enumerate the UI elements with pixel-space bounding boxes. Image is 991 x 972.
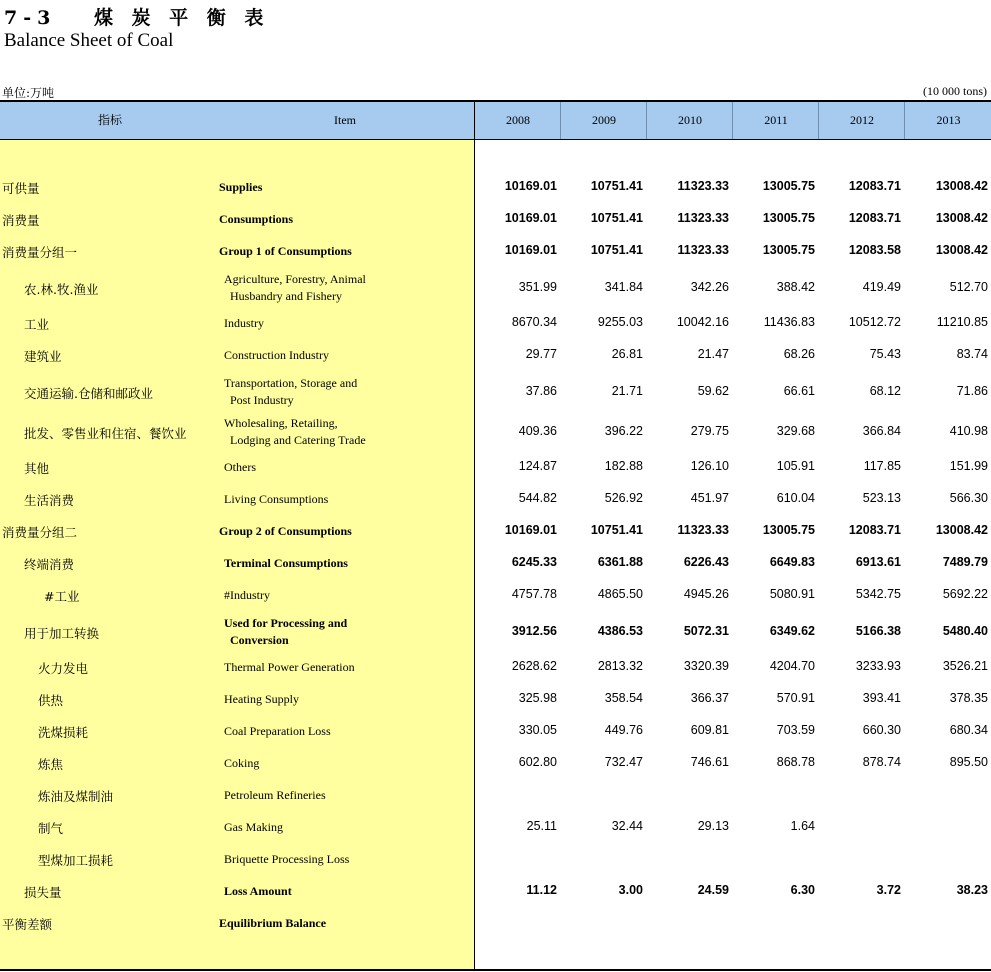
- value-cell: 329.68: [776, 424, 815, 438]
- row-label-en: Thermal Power Generation: [224, 659, 355, 674]
- value-cell: 5080.91: [769, 587, 815, 601]
- value-cell: 124.87: [518, 459, 557, 473]
- value-cell: 544.82: [518, 491, 557, 505]
- row-label-en: Terminal Consumptions: [224, 555, 348, 570]
- value-cell: 26.81: [611, 347, 643, 361]
- value-cell: 342.26: [690, 280, 729, 294]
- value-cell: 13008.42: [935, 211, 988, 225]
- value-cell: 182.88: [604, 459, 643, 473]
- row-label-en: #Industry: [224, 587, 270, 602]
- row-label-cn: 火力发电: [38, 661, 89, 676]
- header-year: 2013: [904, 102, 991, 139]
- row-label-en: Transportation, Storage and Post Industry: [224, 376, 358, 407]
- value-cell: 5166.38: [855, 624, 901, 638]
- value-cell: 351.99: [518, 280, 557, 294]
- value-cell: 10169.01: [504, 179, 557, 193]
- value-cell: 449.76: [604, 723, 643, 737]
- value-cell: 66.61: [783, 384, 815, 398]
- row-label-en: Briquette Processing Loss: [224, 851, 350, 866]
- value-cell: 526.92: [604, 491, 643, 505]
- value-cell: 878.74: [862, 755, 901, 769]
- value-cell: 25.11: [526, 819, 557, 833]
- value-cell: 11210.85: [936, 315, 988, 329]
- value-cell: 10169.01: [504, 211, 557, 225]
- row-label-en: Construction Industry: [224, 347, 329, 362]
- value-cell: 13005.75: [762, 179, 815, 193]
- value-cell: 37.86: [525, 384, 557, 398]
- value-cell: 13005.75: [762, 523, 815, 537]
- row-label-cn: 洗煤损耗: [38, 725, 89, 740]
- value-cell: 325.98: [518, 691, 557, 705]
- value-cell: 11323.33: [677, 523, 729, 537]
- value-cell: 6361.88: [597, 555, 643, 569]
- row-label-cn: #工业: [44, 589, 80, 604]
- row-label-cn: 供热: [38, 693, 64, 708]
- row-label-cn: 其他: [24, 461, 50, 476]
- table-title-en: Balance Sheet of Coal: [4, 30, 174, 51]
- row-label-en: Wholesaling, Retailing, Lodging and Catering Trade: [224, 416, 366, 447]
- value-cell: 3.72: [876, 883, 901, 897]
- value-cell: 868.78: [776, 755, 815, 769]
- table-title-cn: 7-3 煤 炭 平 衡 表: [4, 7, 270, 29]
- row-label-cn: 损失量: [24, 885, 62, 900]
- value-cell: 358.54: [604, 691, 643, 705]
- value-cell: 11.12: [526, 883, 557, 897]
- value-cell: 13008.42: [935, 179, 988, 193]
- value-cell: 10512.72: [848, 315, 901, 329]
- table-header: [0, 102, 991, 140]
- value-cell: 11323.33: [677, 179, 729, 193]
- value-cell: 1.64: [790, 819, 815, 833]
- value-cell: 29.13: [697, 819, 729, 833]
- value-cell: 7489.79: [942, 555, 988, 569]
- value-cell: 3320.39: [683, 659, 729, 673]
- row-label-en: Petroleum Refineries: [224, 787, 326, 802]
- value-cell: 4204.70: [769, 659, 815, 673]
- row-label-cn: 型煤加工损耗: [38, 853, 114, 868]
- unit-label-en: (10 000 tons): [923, 84, 987, 98]
- value-cell: 746.61: [690, 755, 729, 769]
- value-cell: 610.04: [776, 491, 815, 505]
- row-label-en: Others: [224, 459, 256, 474]
- value-cell: 5072.31: [683, 624, 729, 638]
- row-label-en: Consumptions: [219, 211, 294, 226]
- value-cell: 680.34: [949, 723, 988, 737]
- row-label-en: Equilibrium Balance: [219, 915, 327, 930]
- column-divider: [474, 102, 475, 970]
- row-label-cn: 炼焦: [38, 757, 64, 772]
- row-label-en: Living Consumptions: [224, 491, 329, 506]
- row-label-en: Used for Processing and Conversion: [224, 616, 348, 647]
- value-cell: 341.84: [604, 280, 643, 294]
- value-cell: 105.91: [776, 459, 815, 473]
- value-cell: 83.74: [956, 347, 988, 361]
- header-year: 2008: [474, 102, 561, 139]
- bottom-rule: [0, 969, 991, 971]
- row-label-cn: 建筑业: [24, 349, 62, 364]
- row-label-en: Gas Making: [224, 819, 283, 834]
- value-cell: 10751.41: [590, 179, 643, 193]
- value-cell: 895.50: [949, 755, 988, 769]
- value-cell: 10751.41: [590, 523, 643, 537]
- value-cell: 117.85: [863, 459, 901, 473]
- value-cell: 409.36: [518, 424, 557, 438]
- value-cell: 8670.34: [511, 315, 557, 329]
- row-label-cn: 批发、零售业和住宿、餐饮业: [24, 426, 187, 441]
- value-cell: 523.13: [862, 491, 901, 505]
- row-label-cn: 制气: [38, 821, 64, 836]
- value-cell: 24.59: [697, 883, 729, 897]
- value-cell: 4945.26: [683, 587, 729, 601]
- row-label-en: Coking: [224, 755, 260, 770]
- value-cell: 4865.50: [597, 587, 643, 601]
- value-cell: 5342.75: [855, 587, 901, 601]
- value-cell: 393.41: [862, 691, 901, 705]
- value-cell: 2813.32: [597, 659, 643, 673]
- value-cell: 10751.41: [590, 211, 643, 225]
- value-cell: 3912.56: [511, 624, 557, 638]
- value-cell: 6913.61: [855, 555, 901, 569]
- value-cell: 10042.16: [676, 315, 729, 329]
- value-cell: 279.75: [690, 424, 729, 438]
- value-cell: 126.10: [690, 459, 729, 473]
- value-cell: 6.30: [790, 883, 815, 897]
- value-cell: 5692.22: [942, 587, 988, 601]
- value-cell: 6226.43: [683, 555, 729, 569]
- header-year: 2009: [560, 102, 647, 139]
- value-cell: 10169.01: [504, 243, 557, 257]
- value-cell: 9255.03: [597, 315, 643, 329]
- header-year: 2010: [646, 102, 733, 139]
- value-cell: 4386.53: [597, 624, 643, 638]
- header-year: 2011: [732, 102, 819, 139]
- value-cell: 4757.78: [511, 587, 557, 601]
- row-label-en: Group 1 of Consumptions: [219, 243, 352, 258]
- row-label-cn: 终端消费: [24, 557, 75, 572]
- value-cell: 3526.21: [942, 659, 988, 673]
- value-cell: 512.70: [949, 280, 988, 294]
- value-cell: 29.77: [525, 347, 557, 361]
- value-cell: 38.23: [956, 883, 988, 897]
- value-cell: 10169.01: [504, 523, 557, 537]
- row-label-cn: 消费量分组二: [2, 525, 78, 540]
- header-year: 2012: [818, 102, 905, 139]
- value-cell: 151.99: [949, 459, 988, 473]
- value-cell: 2628.62: [511, 659, 557, 673]
- row-label-en: Supplies: [219, 179, 263, 194]
- value-cell: 68.26: [783, 347, 815, 361]
- row-label-cn: 消费量分组一: [2, 245, 78, 260]
- value-cell: 12083.71: [848, 211, 901, 225]
- value-cell: 609.81: [690, 723, 729, 737]
- row-label-en: Group 2 of Consumptions: [219, 523, 352, 538]
- value-cell: 410.98: [949, 424, 988, 438]
- value-cell: 59.62: [697, 384, 729, 398]
- value-cell: 366.37: [690, 691, 729, 705]
- row-label-cn: 农.林.牧.渔业: [24, 282, 99, 297]
- header-item: Item: [334, 113, 356, 127]
- value-cell: 11323.33: [677, 211, 729, 225]
- unit-label-cn: 单位:万吨: [2, 86, 55, 100]
- value-cell: 366.84: [862, 424, 901, 438]
- value-cell: 732.47: [604, 755, 643, 769]
- value-cell: 378.35: [949, 691, 988, 705]
- value-cell: 6245.33: [511, 555, 557, 569]
- value-cell: 75.43: [869, 347, 901, 361]
- value-cell: 68.12: [869, 384, 901, 398]
- row-label-cn: 消费量: [2, 213, 40, 228]
- value-cell: 602.80: [518, 755, 557, 769]
- value-cell: 3.00: [618, 883, 643, 897]
- row-label-cn: 炼油及煤制油: [38, 789, 114, 804]
- row-label-en: Industry: [224, 315, 264, 330]
- value-cell: 570.91: [776, 691, 815, 705]
- row-label-en: Heating Supply: [224, 691, 299, 706]
- row-label-cn: 工业: [24, 317, 50, 332]
- value-cell: 396.22: [604, 424, 643, 438]
- row-label-cn: 用于加工转换: [24, 626, 100, 641]
- row-label-en: Coal Preparation Loss: [224, 723, 331, 738]
- value-cell: 451.97: [690, 491, 729, 505]
- value-cell: 703.59: [776, 723, 815, 737]
- value-cell: 13005.75: [762, 211, 815, 225]
- row-label-cn: 交通运输.仓储和邮政业: [24, 386, 153, 401]
- value-cell: 11323.33: [677, 243, 729, 257]
- value-cell: 6649.83: [769, 555, 815, 569]
- value-cell: 419.49: [862, 280, 901, 294]
- value-cell: 566.30: [949, 491, 988, 505]
- value-cell: 13008.42: [935, 523, 988, 537]
- value-cell: 5480.40: [942, 624, 988, 638]
- value-cell: 12083.58: [848, 243, 901, 257]
- row-label-en: Loss Amount: [224, 883, 292, 898]
- value-cell: 10751.41: [590, 243, 643, 257]
- row-label-cn: 可供量: [2, 181, 40, 196]
- value-cell: 12083.71: [848, 179, 901, 193]
- row-label-cn: 平衡差额: [2, 917, 53, 932]
- value-cell: 6349.62: [769, 624, 815, 638]
- value-cell: 32.44: [611, 819, 643, 833]
- row-label-en: Agriculture, Forestry, Animal Husbandry and Fishery: [224, 272, 366, 303]
- value-cell: 13008.42: [935, 243, 988, 257]
- value-cell: 3233.93: [855, 659, 901, 673]
- row-label-cn: 生活消费: [24, 493, 75, 508]
- value-cell: 21.47: [697, 347, 729, 361]
- value-cell: 660.30: [862, 723, 901, 737]
- header-indicator: 指标: [97, 113, 122, 127]
- value-cell: 388.42: [776, 280, 815, 294]
- value-cell: 11436.83: [763, 315, 815, 329]
- value-cell: 21.71: [611, 384, 643, 398]
- value-cell: 330.05: [518, 723, 557, 737]
- value-cell: 12083.71: [848, 523, 901, 537]
- value-cell: 13005.75: [762, 243, 815, 257]
- value-cell: 71.86: [956, 384, 988, 398]
